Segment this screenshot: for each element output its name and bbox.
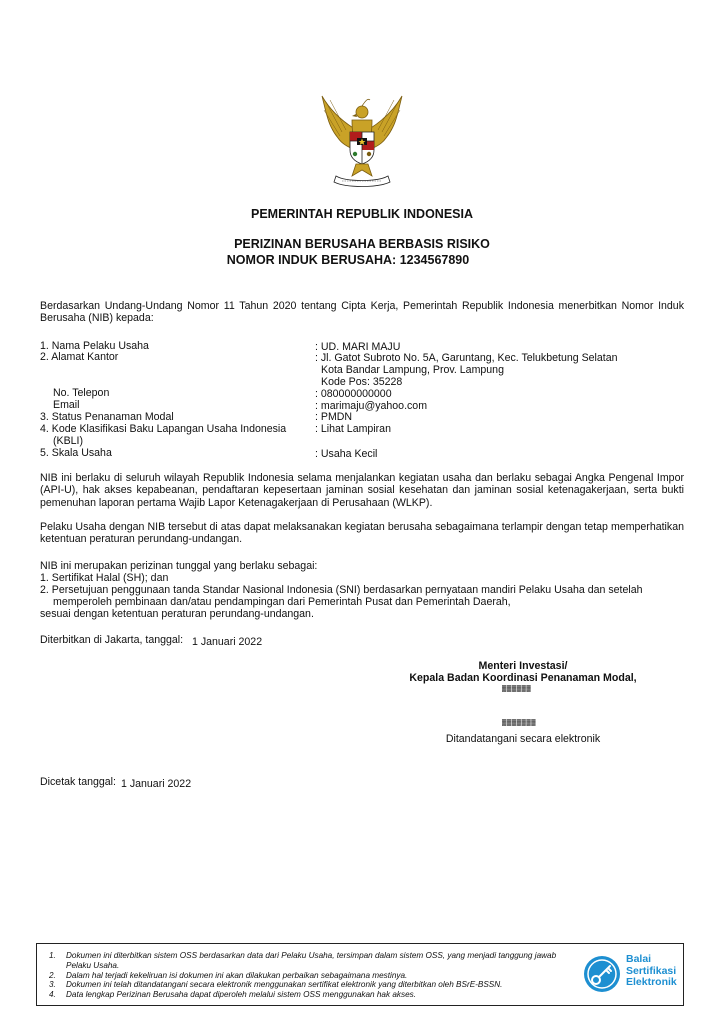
field-label-email: Email (53, 399, 80, 411)
license-item-1: 1. Sertifikat Halal (SH); dan (40, 572, 169, 584)
field-label-kbli-2: (KBLI) (53, 435, 84, 447)
field-label-status: 3. Status Penanaman Modal (40, 411, 174, 423)
footnote-2: Dalam hal terjadi kekeliruan isi dokumen ini akan dilakukan perbaikan sebagaimana mestinya. (66, 971, 408, 980)
intro-paragraph: Berdasarkan Undang-Undang Nomor 11 Tahun 2020 tentang Cipta Kerja, Pemerintah Republik Indonesia menerbitkan Nomor Induk Berusaha (NIB) kepada: (40, 300, 684, 325)
license-item-2: 2. Persetujuan penggunaan tanda Standar Nasional Indonesia (SNI) berdasarkan pernyataan mandiri Pelaku Usaha dan setelah (40, 584, 643, 596)
bsre-logo-line-1: Balai (626, 953, 652, 965)
garuda-emblem-icon (312, 92, 412, 190)
bsre-logo-line-2: Sertifikasi (626, 964, 677, 977)
license-closing: sesuai dengan ketentuan peraturan perundang-undangan. (40, 608, 314, 620)
field-label-kbli-1: 4. Kode Klasifikasi Baku Lapangan Usaha Indonesia (40, 423, 287, 435)
signature-mark-icon: ▓▓▓▓▓▓ (502, 686, 532, 692)
issued-label: Diterbitkan di Jakarta, tanggal: (40, 634, 184, 646)
signatory-title-2: Kepala Badan Koordinasi Penanaman Modal, (409, 672, 637, 684)
license-item-2-cont: memperoleh pembinaan dan/atau pendampingan dari Pemerintah Pusat dan Pemerintah Daerah, (53, 596, 511, 608)
footnote-1-line-1: Dokumen ini diterbitkan sistem OSS berdasarkan data dari Pelaku Usaha, tersimpan dalam sistem OSS, yang menjadi tanggung jawab (66, 951, 557, 960)
printed-label: Dicetak tanggal: (40, 776, 116, 788)
electronic-signature-note: Ditandatangani secara elektronik (445, 733, 601, 745)
field-label-telepon: No. Telepon (53, 387, 110, 399)
field-label-skala: 5. Skala Usaha (40, 447, 112, 459)
field-label-nama: 1. Nama Pelaku Usaha (40, 340, 149, 352)
footnote-3: Dokumen ini telah ditandatangani secara elektronik menggunakan sertifikat elektronik yang diterbitkan oleh BSrE-BSSN. (66, 980, 503, 989)
nib-number: NOMOR INDUK BERUSAHA: 1234567890 (226, 253, 470, 267)
field-value-telepon: : 080000000000 (315, 388, 392, 400)
signatory-title-1: Menteri Investasi/ (478, 660, 568, 672)
field-value-alamat-2: Kota Bandar Lampung, Prov. Lampung (321, 364, 504, 376)
field-value-alamat-3: Kode Pos: 35228 (321, 376, 403, 388)
field-value-nama: : UD. MARI MAJU (315, 341, 401, 353)
document-title: PERIZINAN BERUSAHA BERBASIS RISIKO (234, 237, 490, 251)
field-value-alamat-1: : Jl. Gatot Subroto No. 5A, Garuntang, Kec. Telukbetung Selatan (315, 352, 618, 364)
footnote-number: 3. (49, 980, 56, 989)
bsre-logo (580, 952, 680, 996)
field-value-status: : PMDN (315, 411, 353, 423)
footnote-number: 2. (49, 971, 56, 980)
signature-name-mark-icon: ▓▓▓▓▓▓▓ (502, 720, 537, 726)
bsre-logo-line-3: Elektronik (626, 976, 677, 988)
bsre-key-icon (582, 954, 622, 994)
footnote-number: 4. (49, 990, 56, 999)
footnote-number: 1. (49, 951, 56, 960)
field-value-email: : marimaju@yahoo.com (315, 400, 428, 412)
printed-date: 1 Januari 2022 (121, 778, 192, 790)
footnote-1-line-2: Pelaku Usaha. (66, 961, 120, 970)
field-value-kbli: : Lihat Lampiran (315, 423, 391, 435)
business-activity-paragraph: Pelaku Usaha dengan NIB tersebut di atas dapat melaksanakan kegiatan berusaha sebagaimana terlampir dengan tetap memperhatikan ketentuan peraturan perundang-undangan. (40, 521, 684, 546)
single-license-intro: NIB ini merupakan perizinan tunggal yang berlaku sebagai: (40, 560, 318, 572)
issued-date: 1 Januari 2022 (192, 636, 263, 648)
field-label-alamat: 2. Alamat Kantor (40, 351, 119, 363)
field-value-skala: : Usaha Kecil (315, 448, 378, 460)
nib-validity-paragraph: NIB ini berlaku di seluruh wilayah Republik Indonesia selama menjalankan kegiatan usaha dan berlaku sebagai Angka Pengenal Impor (API-U), hak akses kepabeanan, pendaftaran kepesertaan jaminan sosial kesehatan dan jaminan sosial ketenagakerjaan, serta bukti pemenuhan laporan pertama Wajib Lapor Ketenagakerjaan di Perusahaan (WLKP). (40, 472, 684, 509)
government-title: PEMERINTAH REPUBLIK INDONESIA (250, 207, 473, 221)
footnote-4: Data lengkap Perizinan Berusaha dapat diperoleh melalui sistem OSS menggunakan hak akses. (66, 990, 416, 999)
